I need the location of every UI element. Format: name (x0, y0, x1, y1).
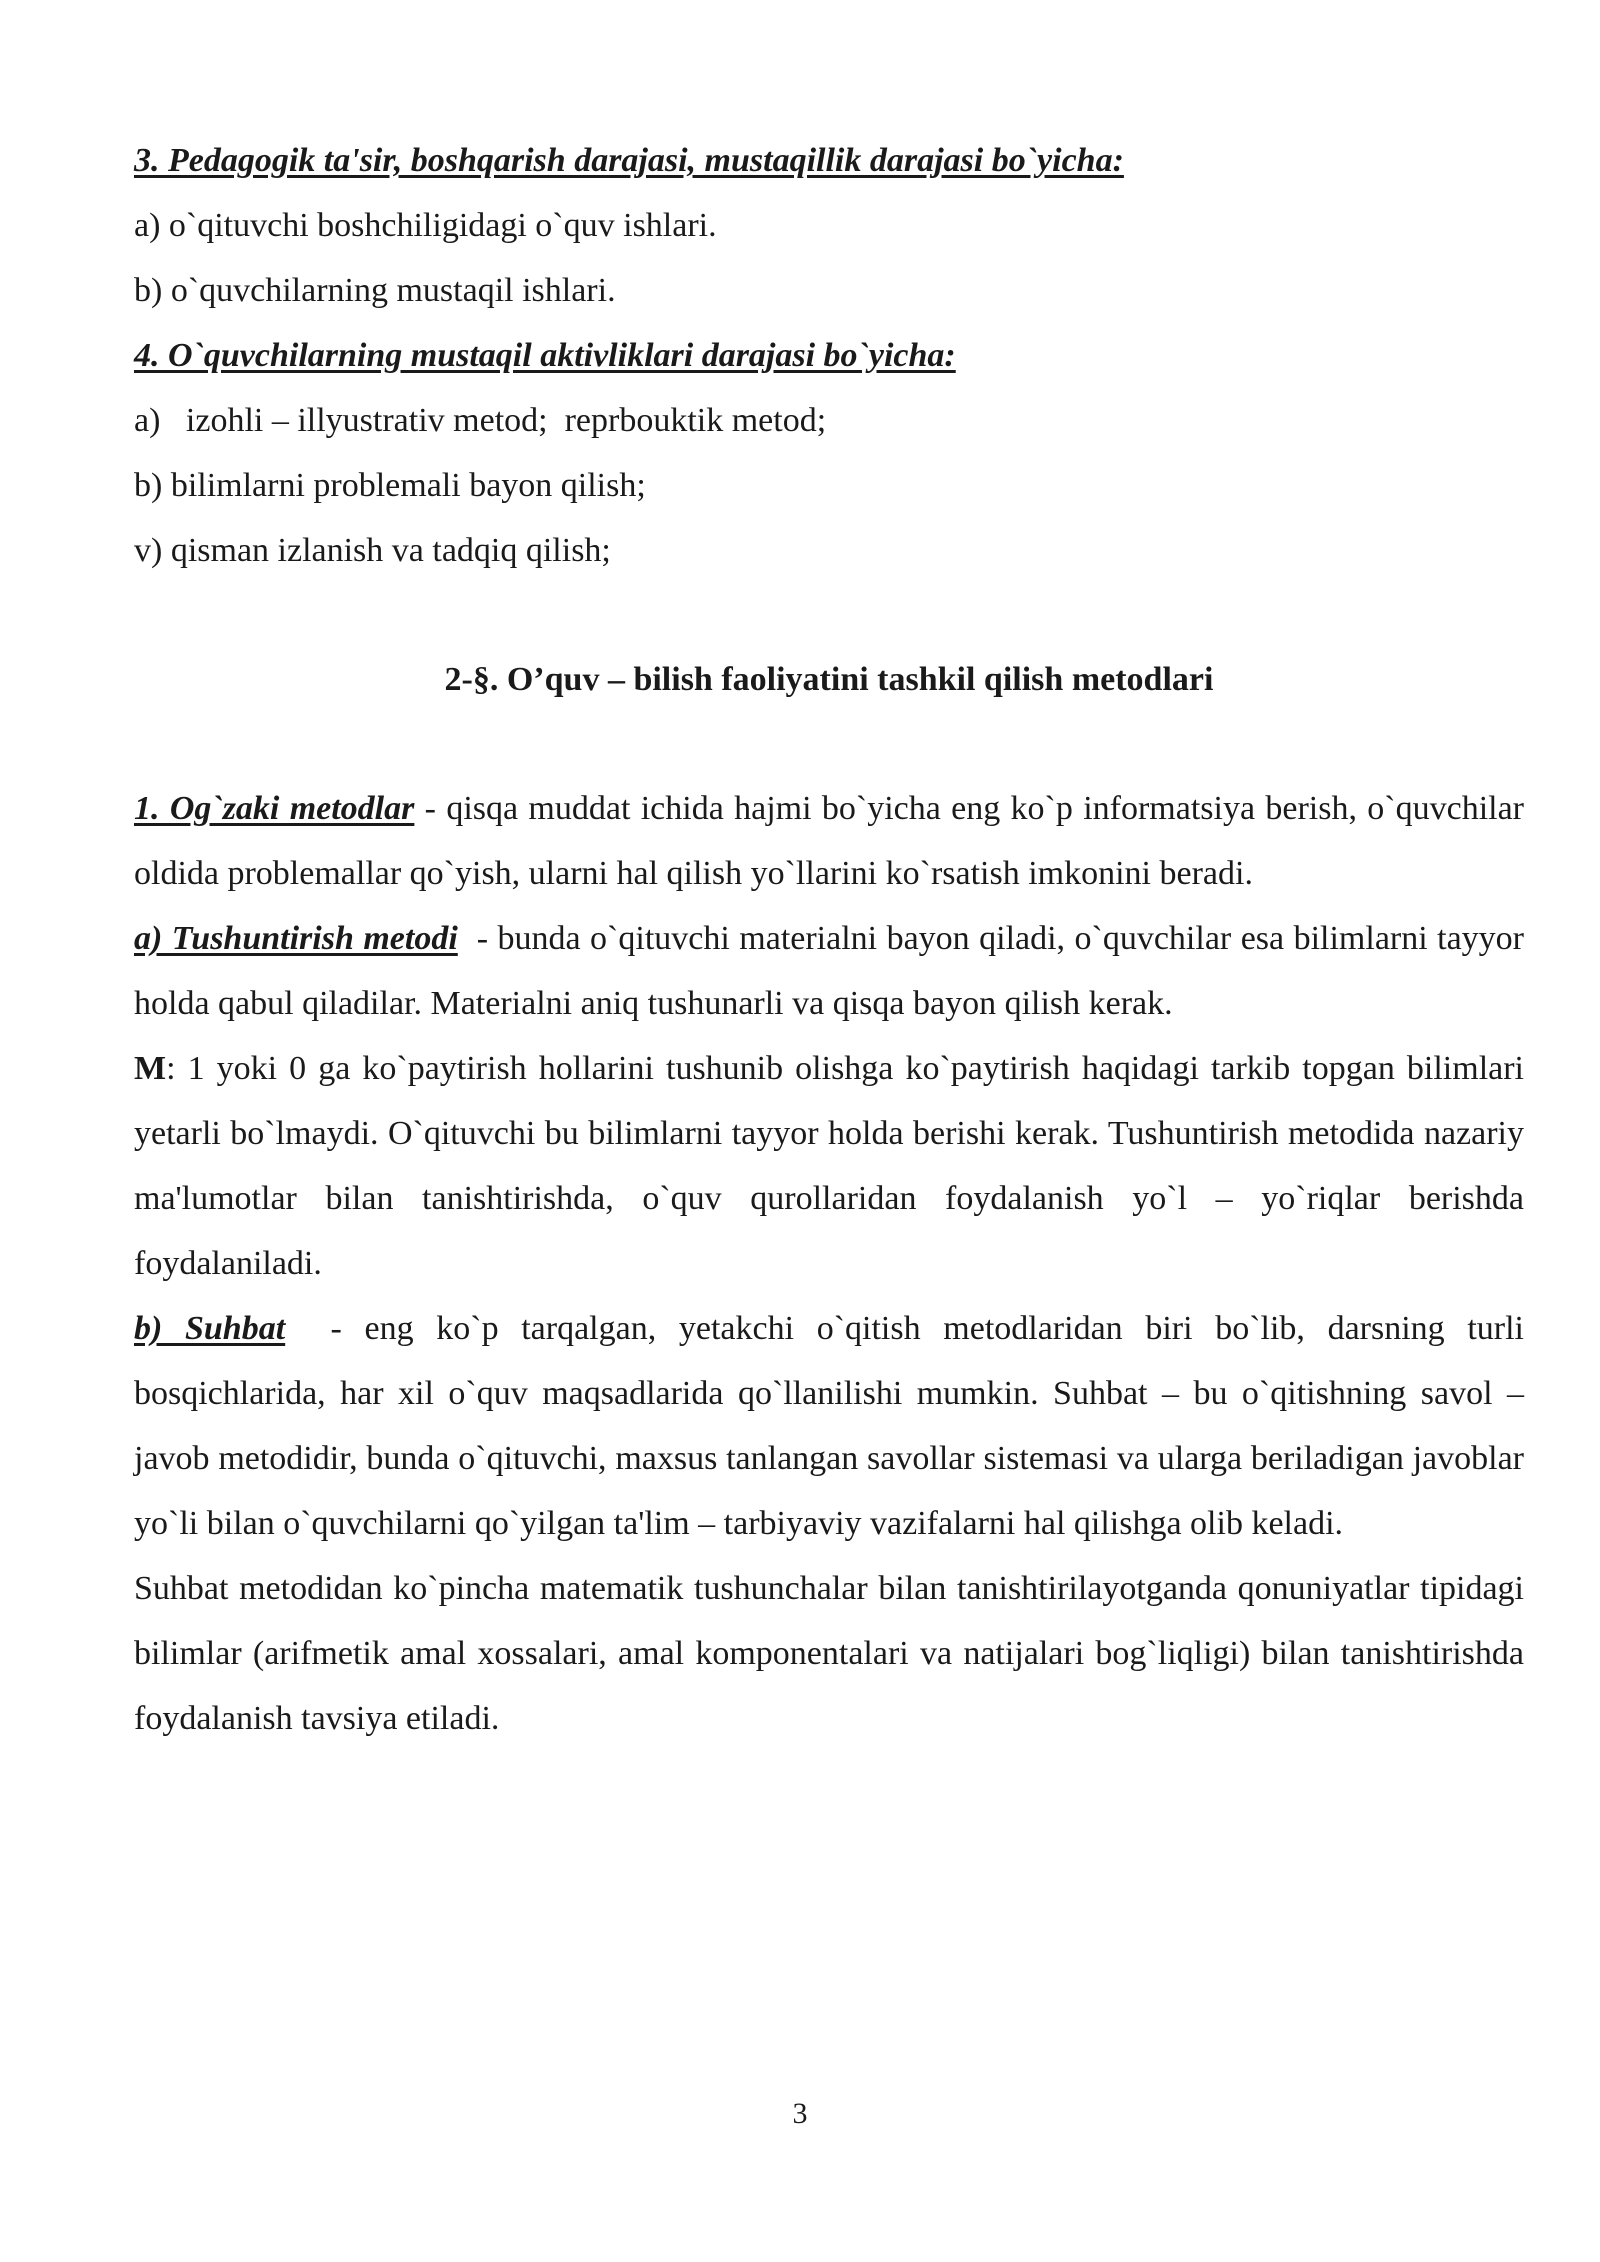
paragraph-lead: 1. Og`zaki metodlar (134, 790, 415, 827)
paragraph-oral-methods (134, 776, 1524, 906)
list-item: a) o`qituvchi boshchiligidagi o`quv ishlari. (134, 207, 717, 244)
list-item: b) o`quvchilarning mustaqil ishlari. (134, 272, 616, 309)
list-item: v) qisman izlanish va tadqiq qilish; (134, 532, 611, 569)
paragraph-explanation-method (134, 906, 1533, 1036)
section-4-heading-text: 4. O`quvchilarning mustaqil aktivliklari darajasi bo`yicha: (134, 337, 956, 374)
paragraph-text: - eng ko`p tarqalgan, yetakchi o`qitish metodlaridan biri bo`lib, darsning turli bosqichlarida, har xil o`quv maqsadlarida qo`llanilishi mumkin. Suhbat – bu o`qitishning savol – javob metodidir, bunda o`qituvchi, maxsus tanlangan savollar sistemasi va ularga beriladigan javoblar yo`li bilan o`quvchilarni qo`yilgan ta'lim – tarbiyaviy vazifalarni hal qilishga olib keladi. (134, 1310, 1533, 1542)
paragraph-conversation (134, 1296, 1533, 1556)
paragraph-text: : 1 yoki 0 ga ko`paytirish hollarini tushunib olishga ko`paytirish haqidagi tarkib topgan bilimlari yetarli bo`lmaydi. O`qituvchi bu bilimlarni tayyor holda berishi kerak. Tushuntirish metodida nazariy ma'lumotlar bilan tanishtirishda, o`quv qurollaridan foydalanish yo`l – yo`riqlar berishda foydalaniladi. (134, 1050, 1524, 1282)
paragraph-text: - bunda o`qituvchi materialni bayon qiladi, o`quvchilar esa bilimlarni tayyor holda qabul qiladilar. Materialni aniq tushunarli va qisqa bayon qilish kerak. (134, 920, 1533, 1022)
section-3-heading-text: 3. Pedagogik ta'sir, boshqarish darajasi, mustaqillik darajasi bo`yicha: (134, 142, 1124, 179)
paragraph-lead: b) Suhbat (134, 1310, 286, 1347)
list-item: b) bilimlarni problemali bayon qilish; (134, 467, 646, 504)
page-number: 3 (792, 2097, 808, 2130)
paragraph-conversation-use (134, 1556, 1524, 1751)
section-title: 2-§. O’quv – bilish faoliyatini tashkil qilish metodlari (444, 661, 1214, 698)
page-content (134, 128, 1533, 1751)
paragraph-lead: a) Tushuntirish metodi (134, 920, 458, 957)
section-4-heading (134, 323, 1524, 388)
paragraph-lead: M (134, 1050, 167, 1087)
paragraph-example (134, 1036, 1524, 1296)
paragraph-text: - qisqa muddat ichida hajmi bo`yicha eng ko`p informatsiya berish, o`quvchilar oldida problemallar qo`yish, ularni hal qilish yo`llarini ko`rsatish imkonini beradi. (134, 790, 1524, 892)
section-3-heading (134, 128, 1524, 193)
list-item: a) izohli – illyustrativ metod; reprbouktik metod; (134, 402, 827, 439)
paragraph-text: Suhbat metodidan ko`pincha matematik tushunchalar bilan tanishtirilayotganda qonuniyatlar tipidagi bilimlar (arifmetik amal xossalari, amal komponentalari va natijalari bog`liqligi) bilan tanishtirishda foydalanish tavsiya etiladi. (134, 1570, 1524, 1737)
